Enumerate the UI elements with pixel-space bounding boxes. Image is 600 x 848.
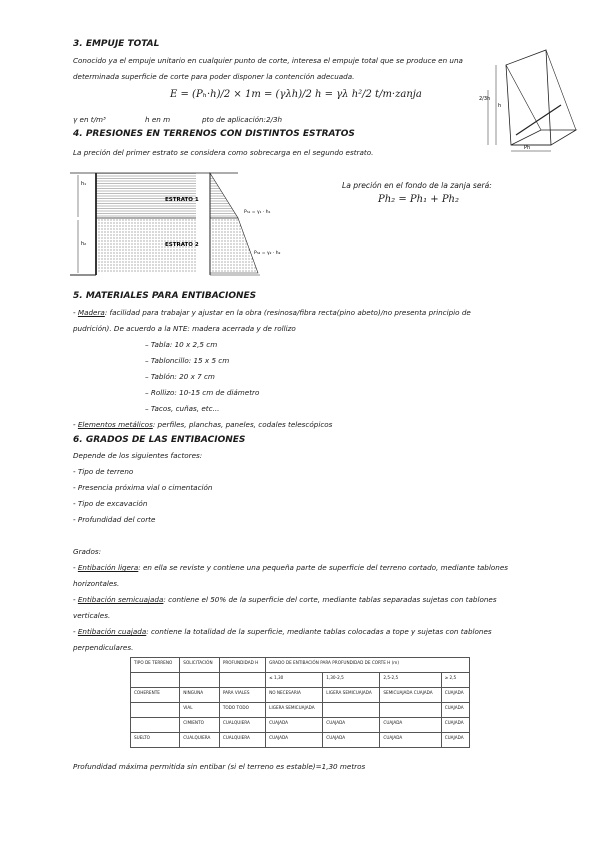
table-cell: LIGERA SEMICUAJADA [323, 688, 380, 703]
table-cell: LIGERA SEMICUAJADA [266, 703, 323, 718]
label-h1: h₁ [81, 181, 87, 187]
table-subheader-cell: 2,5-2,5 [380, 673, 441, 688]
sec3-line1: Conocido ya el empuje unitario en cualquier punto de corte, interesa el empuje total que se produce en una [73, 56, 463, 65]
metal-label: Elementos metálicos [77, 420, 153, 429]
sec6-title: 6. GRADOS DE LAS ENTIBACIONES [73, 435, 246, 445]
semi-text: : contiene el 50% de la superficie del corte, mediante tablas separadas sujetas con tablones [163, 595, 497, 604]
table-cell [380, 703, 441, 718]
units-gamma: γ en t/m³ [73, 115, 106, 124]
table-cell: CUAJADA [266, 733, 323, 748]
metal-text: : perfiles, planchas, paneles, codales telescópicos [152, 420, 333, 429]
sec4-title: 4. PRESIONES EN TERRENOS CON DISTINTOS ESTRATOS [73, 129, 355, 139]
units-point: pto de aplicación:2/3h [202, 115, 283, 124]
ligera-text: : en ella se reviste y contiene una pequeña parte de superficie del terreno cortado, mediante tablones [138, 563, 508, 572]
sec3-line2: determinada superficie de corte para poder disponer la contención adecuada. [73, 72, 355, 81]
units-h: h en m [145, 115, 171, 124]
label-ph1: Pₕ₁ = γ₁ · h₁ [244, 210, 271, 215]
profundidad-text: Profundidad máxima permitida sin entibar (si el terreno es estable)=1,30 metros [73, 762, 366, 771]
table-cell: NO NECESARIA [266, 688, 323, 703]
table-header-cell: GRADO DE ENTIBACIÓN PARA PROFUNDIDAD DE CORTE H (m) [266, 658, 470, 673]
table-cell: CUAJADA [323, 718, 380, 733]
madera-text: : facilidad para trabajar y ajustar en la obra (resinosa/fibra recta(pino abeto)/no presenta principio de [104, 308, 471, 317]
empuje-formula: E = (Pₕ·h)/2 × 1m = (γλh)/2 h = γλ h²/2 t/m·zanja [170, 89, 422, 100]
grados-table [130, 657, 470, 748]
madera-line1: - Madera: facilidad para trabajar y ajustar en la obra (resinosa/fibra recta(pino abeto)/no presenta principio de [73, 308, 471, 317]
table-header-cell: PROFUNDIDAD H [219, 658, 265, 673]
table-cell: VIAL [180, 703, 220, 718]
material-item: – Tabla: 10 x 2,5 cm [145, 340, 218, 349]
table-cell: PARA VIALES [219, 688, 265, 703]
factor-item: - Profundidad del corte [73, 515, 156, 524]
ligera-label: Entibación ligera [77, 563, 139, 572]
table-cell: CUAJADA [441, 718, 469, 733]
fondo-formula: Ph₂ = Ph₁ + Ph₂ [378, 194, 460, 205]
table-row [131, 703, 470, 718]
table-subheader-row [131, 673, 470, 688]
table-cell [131, 718, 180, 733]
factor-item: - Tipo de excavación [73, 499, 148, 508]
label-ph2: Pₕ₂ = γ₂ · h₂ [254, 251, 281, 256]
cuajada-line2: perpendiculares. [73, 643, 134, 652]
sec5-title: 5. MATERIALES PARA ENTIBACIONES [73, 291, 257, 301]
table-header-cell: TIPO DE TERRENO [131, 658, 180, 673]
table-cell: CUAJADA [323, 733, 380, 748]
ligera-line: - Entibación ligera: en ella se reviste y contiene una pequeña parte de superficie del terreno cortado, mediante tablones [73, 563, 508, 572]
madera-label: Madera [77, 308, 105, 317]
estrato1-label: ESTRATO 1 [165, 197, 199, 203]
table-cell: CUAJADA [441, 688, 469, 703]
table-cell: CUALQUIERA [180, 733, 220, 748]
table-cell: COHERENTE [131, 688, 180, 703]
table-cell [323, 703, 380, 718]
table-cell: CUAJADA [441, 733, 469, 748]
depende-text: Depende de los siguientes factores: [73, 451, 203, 460]
table-row [131, 688, 470, 703]
table-header-row [131, 658, 470, 673]
cuajada-label: Entibación cuajada [77, 627, 147, 636]
label-23h: 2/3h [479, 96, 491, 102]
factor-item: - Presencia próxima vial o cimentación [73, 483, 213, 492]
estrato2-label: ESTRATO 2 [165, 242, 199, 248]
table-row [131, 733, 470, 748]
material-item: – Tacos, cuñas, etc... [145, 404, 220, 413]
sec3-title: 3. EMPUJE TOTAL [73, 39, 160, 49]
table-cell: CIMIENTO [180, 718, 220, 733]
material-item: – Tablón: 20 x 7 cm [145, 372, 215, 381]
madera-line2: pudrición). De acuerdo a la NTE: madera acerrada y de rollizo [73, 324, 296, 333]
table-cell: SUELTO [131, 733, 180, 748]
table-cell: CUALQUIERA [219, 718, 265, 733]
table-subheader-cell: ≤ 1,30 [266, 673, 323, 688]
metal-line: - Elementos metálicos: perfiles, planchas, paneles, codales telescópicos [73, 420, 333, 429]
table-cell [131, 703, 180, 718]
cuajada-text: : contiene la totalidad de la superficie, mediante tablas colocadas a tope y sujetas con tablones [146, 627, 492, 636]
table-cell: NINGUNA [180, 688, 220, 703]
table-cell: CUAJADA [380, 718, 441, 733]
table-cell: SEMICUAJADA CUAJADA [380, 688, 441, 703]
table-cell: CUALQUIERA [219, 733, 265, 748]
material-item: – Tabloncillo: 15 x 5 cm [145, 356, 230, 365]
label-ph: Ph [524, 145, 531, 151]
semi-line: - Entibación semicuajada: contiene el 50% de la superficie del corte, mediante tablas separadas sujetas con tablones [73, 595, 497, 604]
table-cell: TODO TODO [219, 703, 265, 718]
fondo-text: La preción en el fondo de la zanja será: [342, 181, 492, 190]
strata-diagram [68, 165, 283, 277]
table-cell: CUAJADA [380, 733, 441, 748]
factor-item: - Tipo de terreno [73, 467, 134, 476]
semi-line2: verticales. [73, 611, 111, 620]
sec4-line1: La preción del primer estrato se considera como sobrecarga en el segundo estrato. [73, 148, 374, 157]
semi-label: Entibación semicuajada [77, 595, 164, 604]
material-item: – Rollizo: 10-15 cm de diámetro [145, 388, 260, 397]
label-h: h [498, 103, 502, 109]
grados-title: Grados: [73, 547, 102, 556]
ligera-line2: horizontales. [73, 579, 120, 588]
table-row [131, 718, 470, 733]
empuje-prism-diagram [476, 45, 586, 155]
table-cell: CUAJADA [441, 703, 469, 718]
table-subheader-cell: 1,30-2,5 [323, 673, 380, 688]
table-subheader-cell: ≥ 2,5 [441, 673, 469, 688]
label-h2: h₂ [81, 241, 87, 247]
cuajada-line: - Entibación cuajada: contiene la totalidad de la superficie, mediante tablas colocadas a tope y sujetas con tablones [73, 627, 492, 636]
table-header-cell: SOLICITACIÓN [180, 658, 220, 673]
table-cell: CUAJADA [266, 718, 323, 733]
